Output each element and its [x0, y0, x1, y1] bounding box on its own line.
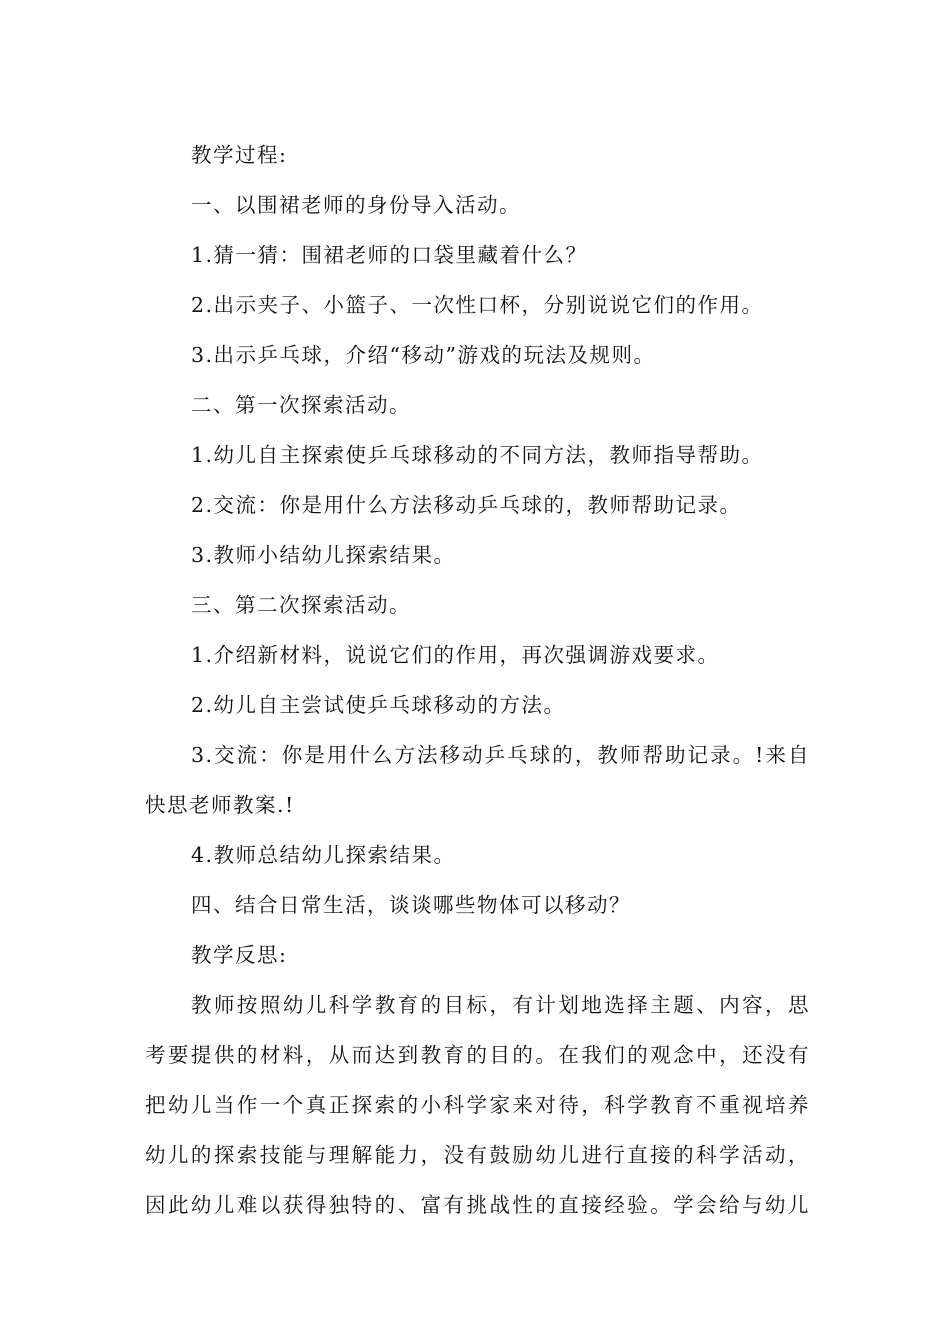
paragraph-line: 教师按照幼儿科学教育的目标，有计划地选择主题、内容，思: [191, 993, 810, 1017]
paragraph-line: 把幼儿当作一个真正探索的小科学家来对待，科学教育不重视培养: [145, 1093, 810, 1117]
paragraph-line: 1.猜一猜：围裙老师的口袋里藏着什么？: [191, 243, 588, 267]
paragraph-line: 2.交流：你是用什么方法移动乒乓球的，教师帮助记录。: [191, 493, 742, 517]
paragraph-line: 快思老师教案.!: [145, 793, 295, 817]
paragraph-line: 四、结合日常生活，谈谈哪些物体可以移动？: [191, 893, 631, 917]
paragraph-line: 因此幼儿难以获得独特的、富有挑战性的直接经验。学会给与幼儿: [145, 1193, 810, 1217]
section-heading-process: 教学过程:: [191, 143, 288, 167]
document-body: [145, 130, 810, 1230]
paragraph-line: 3.交流：你是用什么方法移动乒乓球的，教师帮助记录。!来自: [191, 743, 810, 767]
paragraph-line: 4.教师总结幼儿探索结果。: [191, 843, 456, 867]
paragraph-line: 考要提供的材料，从而达到教育的目的。在我们的观念中，还没有: [145, 1043, 810, 1067]
section-heading-reflection: 教学反思:: [191, 943, 288, 967]
paragraph-line: 2.出示夹子、小篮子、一次性口杯，分别说说它们的作用。: [191, 293, 764, 317]
paragraph-line: 二、第一次探索活动。: [191, 393, 411, 417]
paragraph-line: 2.幼儿自主尝试使乒乓球移动的方法。: [191, 693, 566, 717]
paragraph-line: 三、第二次探索活动。: [191, 593, 411, 617]
paragraph-line: 1.介绍新材料，说说它们的作用，再次强调游戏要求。: [191, 643, 720, 667]
paragraph-line: 幼儿的探索技能与理解能力，没有鼓励幼儿进行直接的科学活动，: [145, 1143, 810, 1167]
paragraph-line: 一、以围裙老师的身份导入活动。: [191, 193, 521, 217]
paragraph-line: 1.幼儿自主探索使乒乓球移动的不同方法，教师指导帮助。: [191, 443, 764, 467]
paragraph-line: 3.教师小结幼儿探索结果。: [191, 543, 456, 567]
paragraph-line: 3.出示乒乓球，介绍“移动”游戏的玩法及规则。: [191, 343, 656, 367]
